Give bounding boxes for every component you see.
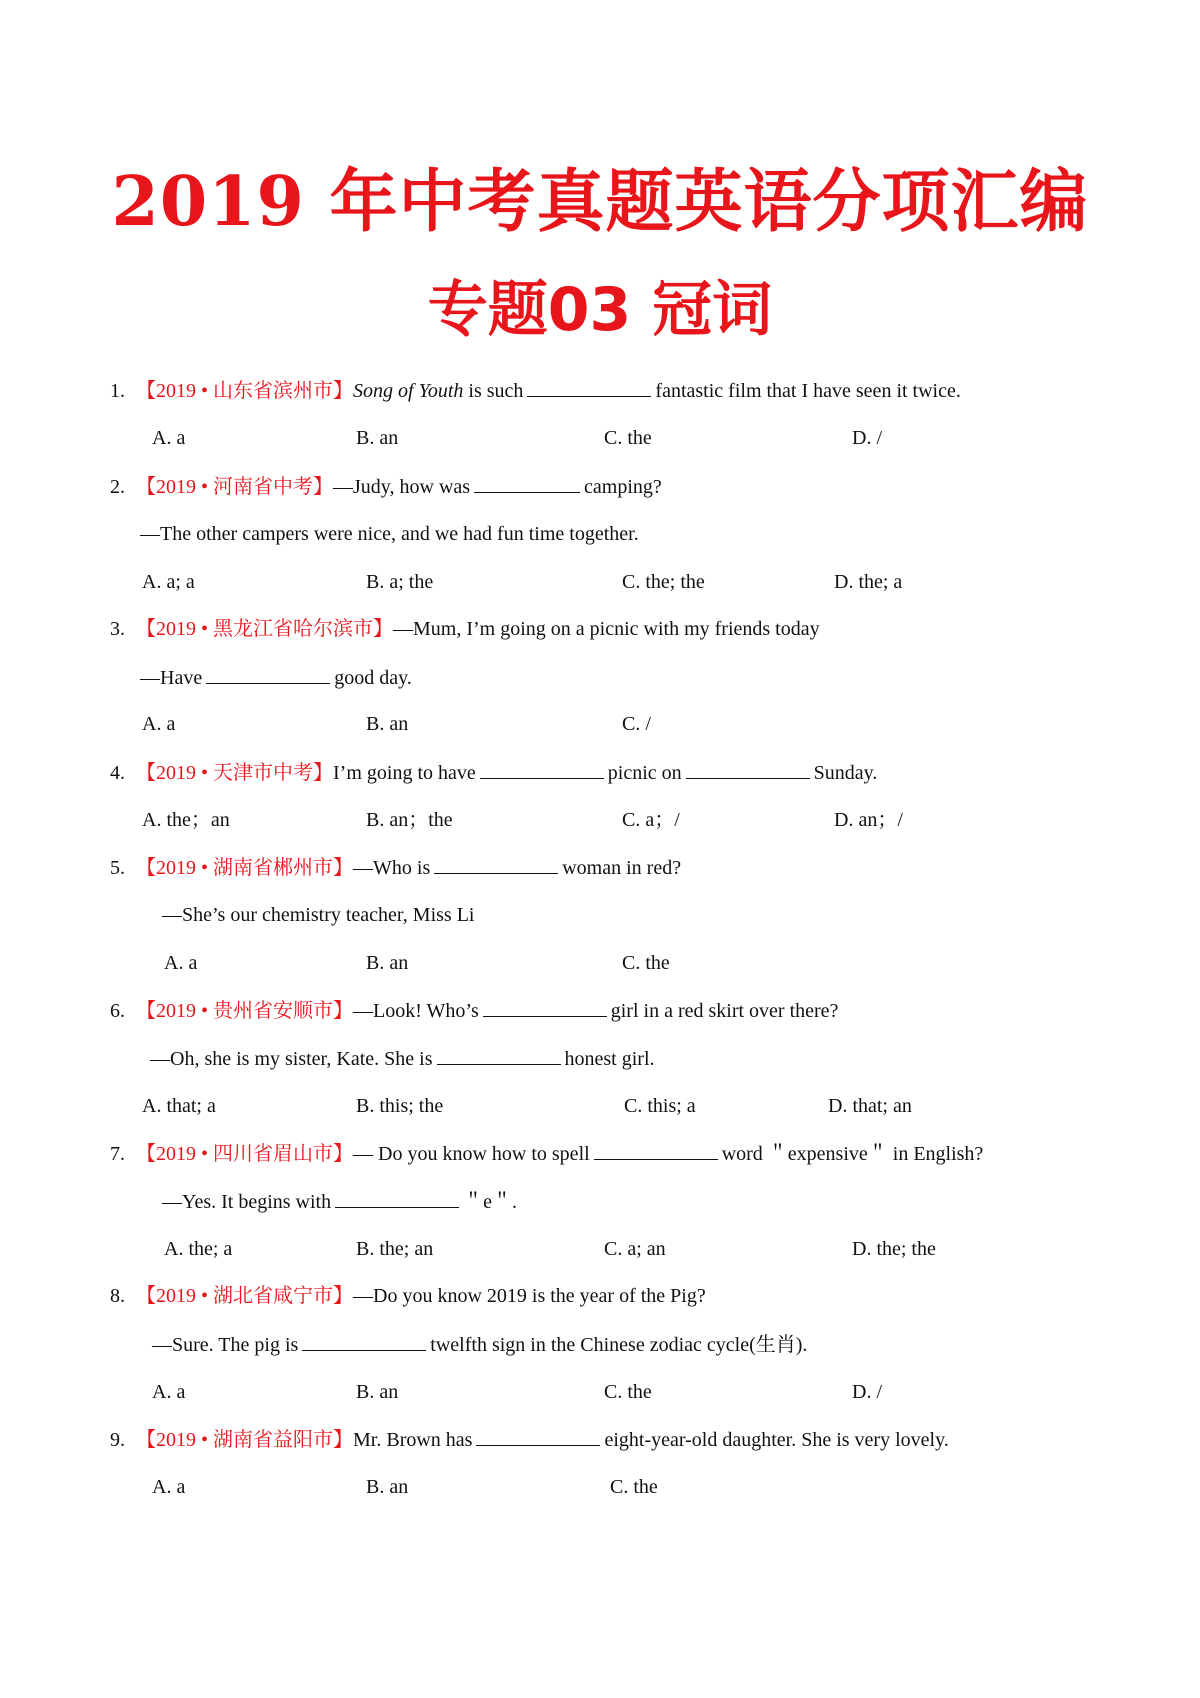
question-stem: twelfth sign in the Chinese zodiac cycle(生肖). — [430, 1334, 808, 1356]
question-stem: good day. — [334, 667, 412, 689]
question-stem: picnic on — [607, 762, 682, 784]
question-stem-italic: Song of Youth — [353, 380, 464, 402]
answer-blank — [434, 855, 558, 874]
option: B. an；the — [366, 809, 453, 831]
page-title: 2019 年中考真题英语分项汇编 — [111, 162, 1089, 242]
option: B. an — [356, 1381, 399, 1403]
question-stem: fantastic film that I have seen it twice. — [655, 380, 961, 402]
question-source: 【2019 • 河南省中考】 — [136, 476, 334, 498]
question-number: 2. — [110, 476, 125, 498]
question-stem: —Do you know 2019 is the year of the Pig? — [353, 1285, 706, 1307]
option: C. the; the — [622, 571, 705, 593]
question-1 — [110, 378, 961, 403]
option: C. the — [604, 1381, 652, 1403]
option: A. that; a — [142, 1095, 216, 1117]
question-stem: —Look! Who’s — [353, 1000, 479, 1022]
question-stem: —Oh, she is my sister, Kate. She is — [150, 1048, 433, 1070]
question-stem: woman in red? — [562, 857, 682, 879]
question-number: 4. — [110, 762, 125, 784]
question-number: 6. — [110, 1000, 125, 1022]
question-9 — [110, 1427, 949, 1452]
option: A. a — [142, 713, 176, 735]
option: B. this; the — [356, 1095, 444, 1117]
option: D. the; the — [852, 1238, 936, 1260]
option: B. an — [366, 713, 409, 735]
question-stem: word ＂expensive＂ in English? — [721, 1143, 984, 1165]
question-stem: Sunday. — [813, 762, 878, 784]
option: C. the — [604, 427, 652, 449]
answer-blank — [483, 998, 607, 1017]
question-number: 8. — [110, 1285, 125, 1307]
option: D. the; a — [834, 571, 903, 593]
question-stem: — Do you know how to spell — [353, 1143, 590, 1165]
option: B. an — [366, 952, 409, 974]
option: C. / — [622, 713, 651, 735]
question-stem: eight-year-old daughter. She is very lovely. — [604, 1429, 949, 1451]
answer-blank — [437, 1046, 561, 1065]
question-number: 3. — [110, 618, 125, 640]
option: C. a; an — [604, 1238, 666, 1260]
question-line: —She’s our chemistry teacher, Miss Li — [162, 904, 475, 926]
answer-blank — [206, 665, 330, 684]
question-number: 9. — [110, 1429, 125, 1451]
question-4 — [110, 760, 877, 785]
question-source: 【2019 • 天津市中考】 — [136, 762, 334, 784]
page-subtitle: 专题03 冠词 — [427, 275, 773, 345]
option: D. that; an — [828, 1095, 912, 1117]
option: A. a; a — [142, 571, 195, 593]
question-2 — [110, 474, 662, 499]
option: A. the; a — [164, 1238, 233, 1260]
question-8 — [110, 1284, 706, 1308]
option: D. / — [852, 427, 882, 449]
question-number: 7. — [110, 1143, 125, 1165]
question-stem: honest girl. — [564, 1048, 655, 1070]
option: A. a — [152, 1381, 186, 1403]
question-line: —The other campers were nice, and we had fun time together. — [140, 523, 639, 545]
answer-blank — [335, 1189, 459, 1208]
option: A. a — [152, 427, 186, 449]
question-3 — [110, 617, 820, 641]
option: A. a — [164, 952, 198, 974]
option: C. this; a — [624, 1095, 696, 1117]
answer-blank — [480, 760, 604, 779]
question-stem: Mr. Brown has — [353, 1429, 473, 1451]
question-stem: —Judy, how was — [333, 476, 471, 498]
option: A. a — [152, 1476, 186, 1498]
option: D. / — [852, 1381, 882, 1403]
question-stem: is such — [468, 380, 524, 402]
option: B. a; the — [366, 571, 434, 593]
option: B. an — [366, 1476, 409, 1498]
option: B. an — [356, 427, 399, 449]
question-stem: —Sure. The pig is — [152, 1334, 299, 1356]
question-stem: —Who is — [353, 857, 431, 879]
answer-blank — [686, 760, 810, 779]
option: C. the — [622, 952, 670, 974]
question-source: 【2019 • 山东省滨州市】 — [136, 380, 354, 402]
question-source: 【2019 • 四川省眉山市】 — [136, 1143, 354, 1165]
question-stem: ＂e＂. — [463, 1191, 517, 1213]
answer-blank — [527, 378, 651, 397]
question-source: 【2019 • 黑龙江省哈尔滨市】 — [136, 618, 394, 640]
question-stem: —Have — [140, 667, 203, 689]
question-source: 【2019 • 贵州省安顺市】 — [136, 1000, 354, 1022]
question-stem: —Yes. It begins with — [162, 1191, 332, 1213]
answer-blank — [302, 1332, 426, 1351]
option: B. the; an — [356, 1238, 434, 1260]
option: A. the；an — [142, 809, 230, 831]
answer-blank — [476, 1427, 600, 1446]
question-7 — [110, 1141, 983, 1166]
answer-blank — [594, 1141, 718, 1160]
question-stem: —Mum, I’m going on a picnic with my friends today — [393, 618, 820, 640]
answer-blank — [474, 474, 580, 493]
question-source: 【2019 • 湖南省郴州市】 — [136, 857, 354, 879]
option: D. an；/ — [834, 809, 903, 831]
question-5 — [110, 855, 681, 880]
question-source: 【2019 • 湖南省益阳市】 — [136, 1429, 354, 1451]
question-number: 5. — [110, 857, 125, 879]
option: C. the — [610, 1476, 658, 1498]
question-line — [162, 1189, 517, 1214]
question-stem: I’m going to have — [333, 762, 476, 784]
question-source: 【2019 • 湖北省咸宁市】 — [136, 1285, 354, 1307]
question-number: 1. — [110, 380, 125, 402]
question-stem: girl in a red skirt over there? — [610, 1000, 839, 1022]
question-stem: camping? — [584, 476, 662, 498]
question-6 — [110, 998, 838, 1023]
question-line — [152, 1332, 807, 1357]
option: C. a；/ — [622, 809, 680, 831]
question-line — [150, 1046, 655, 1071]
question-line — [140, 665, 412, 690]
